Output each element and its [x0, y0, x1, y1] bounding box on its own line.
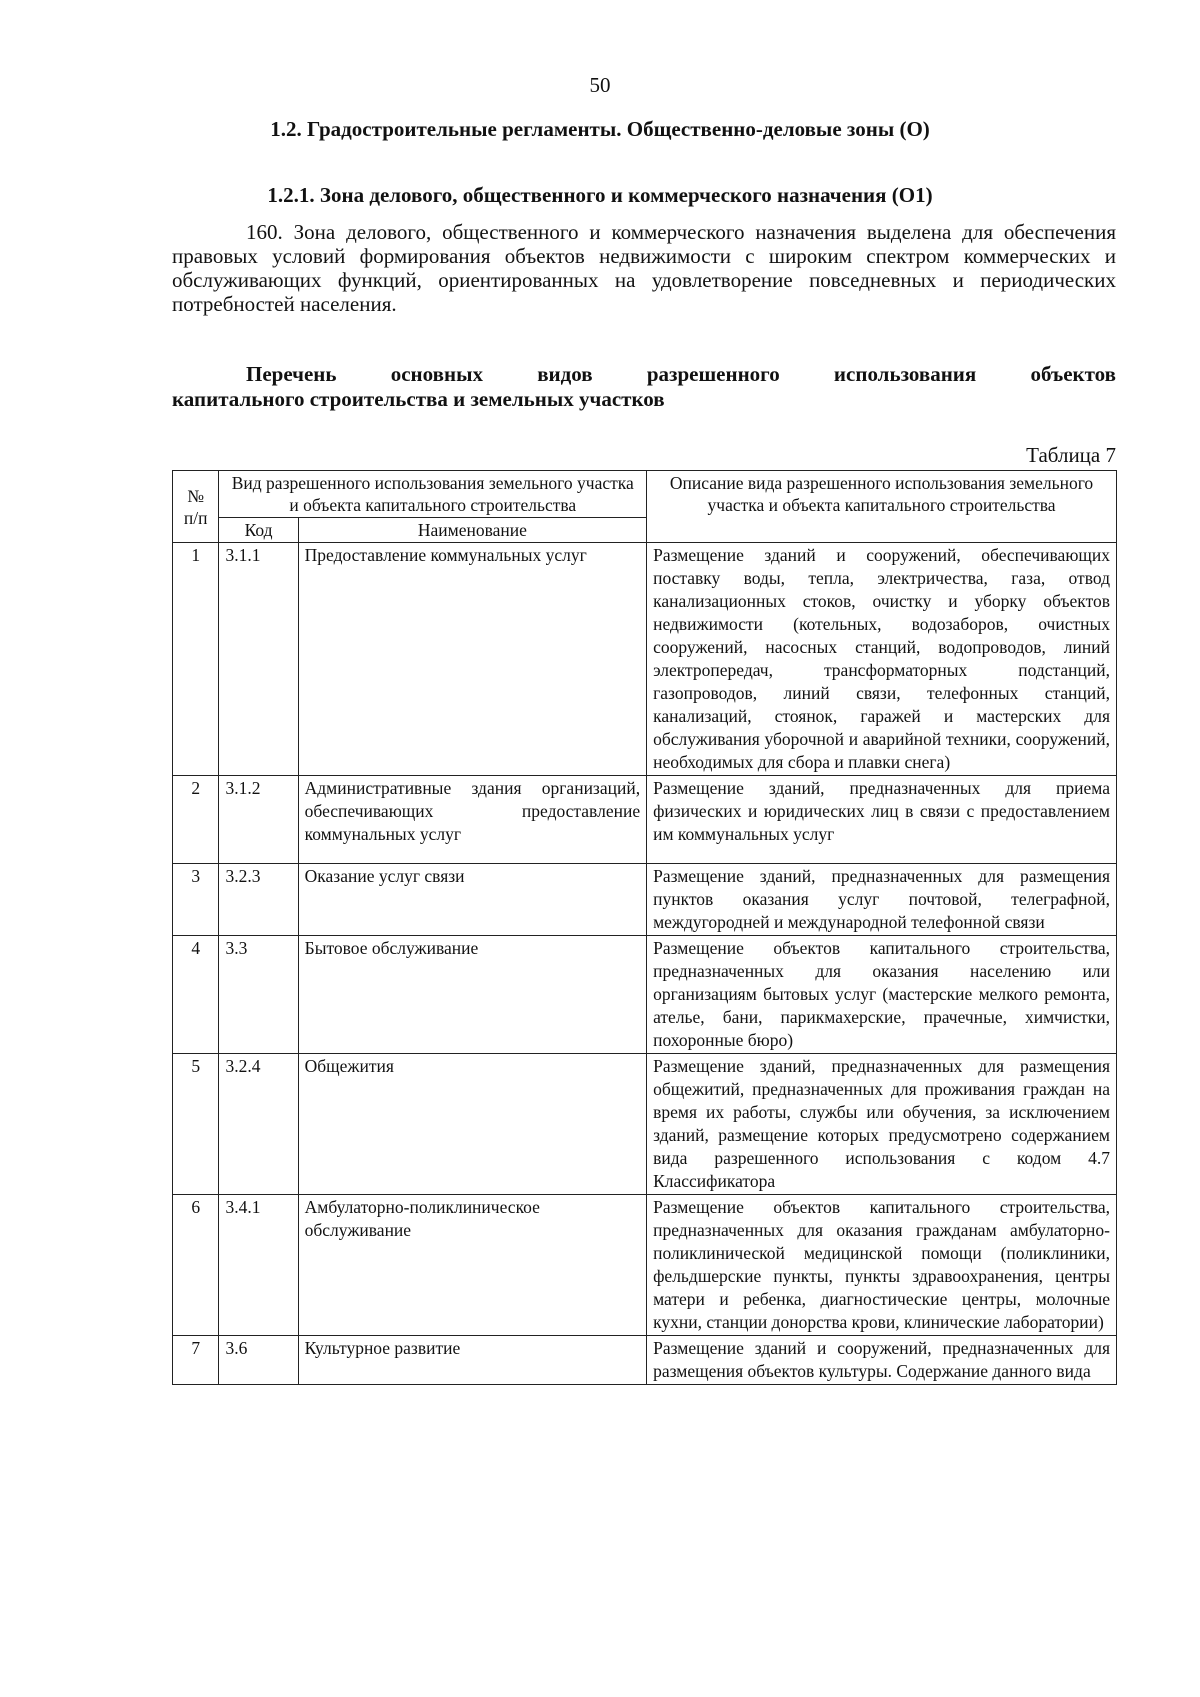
uses-table — [172, 470, 1117, 1385]
header-num: № п/п — [173, 471, 219, 543]
row-description: Размещение зданий, предназначенных для размещения пунктов оказания услуг почтовой, телеграфной, междугородней и международной телефонной связи — [647, 864, 1117, 936]
row-code: 3.1.1 — [219, 543, 298, 776]
row-number: 1 — [173, 543, 219, 776]
body-paragraph: 160. Зона делового, общественного и коммерческого назначения выделена для обеспечения правовых условий формирования объектов недвижимости с широким спектром коммерческих и обслуживающих функций, ориентированных на удовлетворение повседневных и периодических потребностей населения. — [172, 220, 1116, 316]
list-title-line-1: Перечень основных видов разрешенного использования объектов — [246, 362, 1116, 386]
table-row — [173, 936, 1117, 1054]
row-description: Размещение объектов капитального строительства, предназначенных для оказания гражданам амбулаторно-поликлинической медицинской помощи (поликлиники, фельдшерские пункты, пункты здравоохранения, центры матери и ребенка, диагностические центры, молочные кухни, станции донорства крови, клинические лаборатории) — [647, 1195, 1117, 1336]
row-name: Амбулаторно-поликлиническое обслуживание — [298, 1195, 646, 1336]
header-group: Вид разрешенного использования земельного участка и объекта капитального строительства — [219, 471, 647, 518]
row-description: Размещение зданий, предназначенных для размещения общежитий, предназначенных для проживания граждан на время их работы, службы или обучения, за исключением зданий, размещение которых предусмотрено содержанием вида разрешенного использования с кодом 4.7 Классификатора — [647, 1054, 1117, 1195]
header-name: Наименование — [298, 518, 646, 543]
row-name: Административные здания организаций, обеспечивающих предоставление коммунальных услуг — [298, 776, 646, 864]
subsection-heading: 1.2.1. Зона делового, общественного и коммерческого назначения (О1) — [267, 183, 933, 207]
row-name: Общежития — [298, 1054, 646, 1195]
row-code: 3.3 — [219, 936, 298, 1054]
section-heading: 1.2. Градостроительные регламенты. Общественно-деловые зоны (О) — [270, 117, 930, 141]
row-number: 5 — [173, 1054, 219, 1195]
table-row — [173, 776, 1117, 864]
row-code: 3.2.3 — [219, 864, 298, 936]
page-number: 50 — [589, 73, 611, 97]
row-code: 3.6 — [219, 1336, 298, 1385]
row-number: 2 — [173, 776, 219, 864]
row-number: 6 — [173, 1195, 219, 1336]
row-number: 4 — [173, 936, 219, 1054]
row-code: 3.4.1 — [219, 1195, 298, 1336]
row-number: 7 — [173, 1336, 219, 1385]
list-title-line-2: капитального строительства и земельных участков — [172, 387, 665, 411]
table-row — [173, 1195, 1117, 1336]
row-code: 3.2.4 — [219, 1054, 298, 1195]
list-title — [172, 362, 1116, 412]
row-description: Размещение зданий и сооружений, предназначенных для размещения объектов культуры. Содержание данного вида — [647, 1336, 1117, 1385]
row-name: Бытовое обслуживание — [298, 936, 646, 1054]
header-description: Описание вида разрешенного использования земельного участка и объекта капитального строительства — [647, 471, 1117, 543]
table-row — [173, 543, 1117, 776]
row-description: Размещение объектов капитального строительства, предназначенных для оказания населению или организациям бытовых услуг (мастерские мелкого ремонта, ателье, бани, парикмахерские, прачечные, химчистки, похоронные бюро) — [647, 936, 1117, 1054]
row-name: Культурное развитие — [298, 1336, 646, 1385]
row-name: Предоставление коммунальных услуг — [298, 543, 646, 776]
row-description: Размещение зданий и сооружений, обеспечивающих поставку воды, тепла, электричества, газа, отвод канализационных стоков, очистку и уборку объектов недвижимости (котельных, водозаборов, очистных сооружений, насосных станций, водопроводов, линий электропередач, трансформаторных подстанций, газопроводов, линий связи, телефонных станций, канализаций, стоянок, гаражей и мастерских для обслуживания уборочной и аварийной техники, сооружений, необходимых для сбора и плавки снега) — [647, 543, 1117, 776]
table-row — [173, 1054, 1117, 1195]
row-code: 3.1.2 — [219, 776, 298, 864]
table-row — [173, 864, 1117, 936]
row-name: Оказание услуг связи — [298, 864, 646, 936]
row-number: 3 — [173, 864, 219, 936]
table-row — [173, 1336, 1117, 1385]
table-label: Таблица 7 — [1026, 443, 1116, 467]
row-description: Размещение зданий, предназначенных для приема физических и юридических лиц в связи с предоставлением им коммунальных услуг — [647, 776, 1117, 864]
header-code: Код — [219, 518, 298, 543]
